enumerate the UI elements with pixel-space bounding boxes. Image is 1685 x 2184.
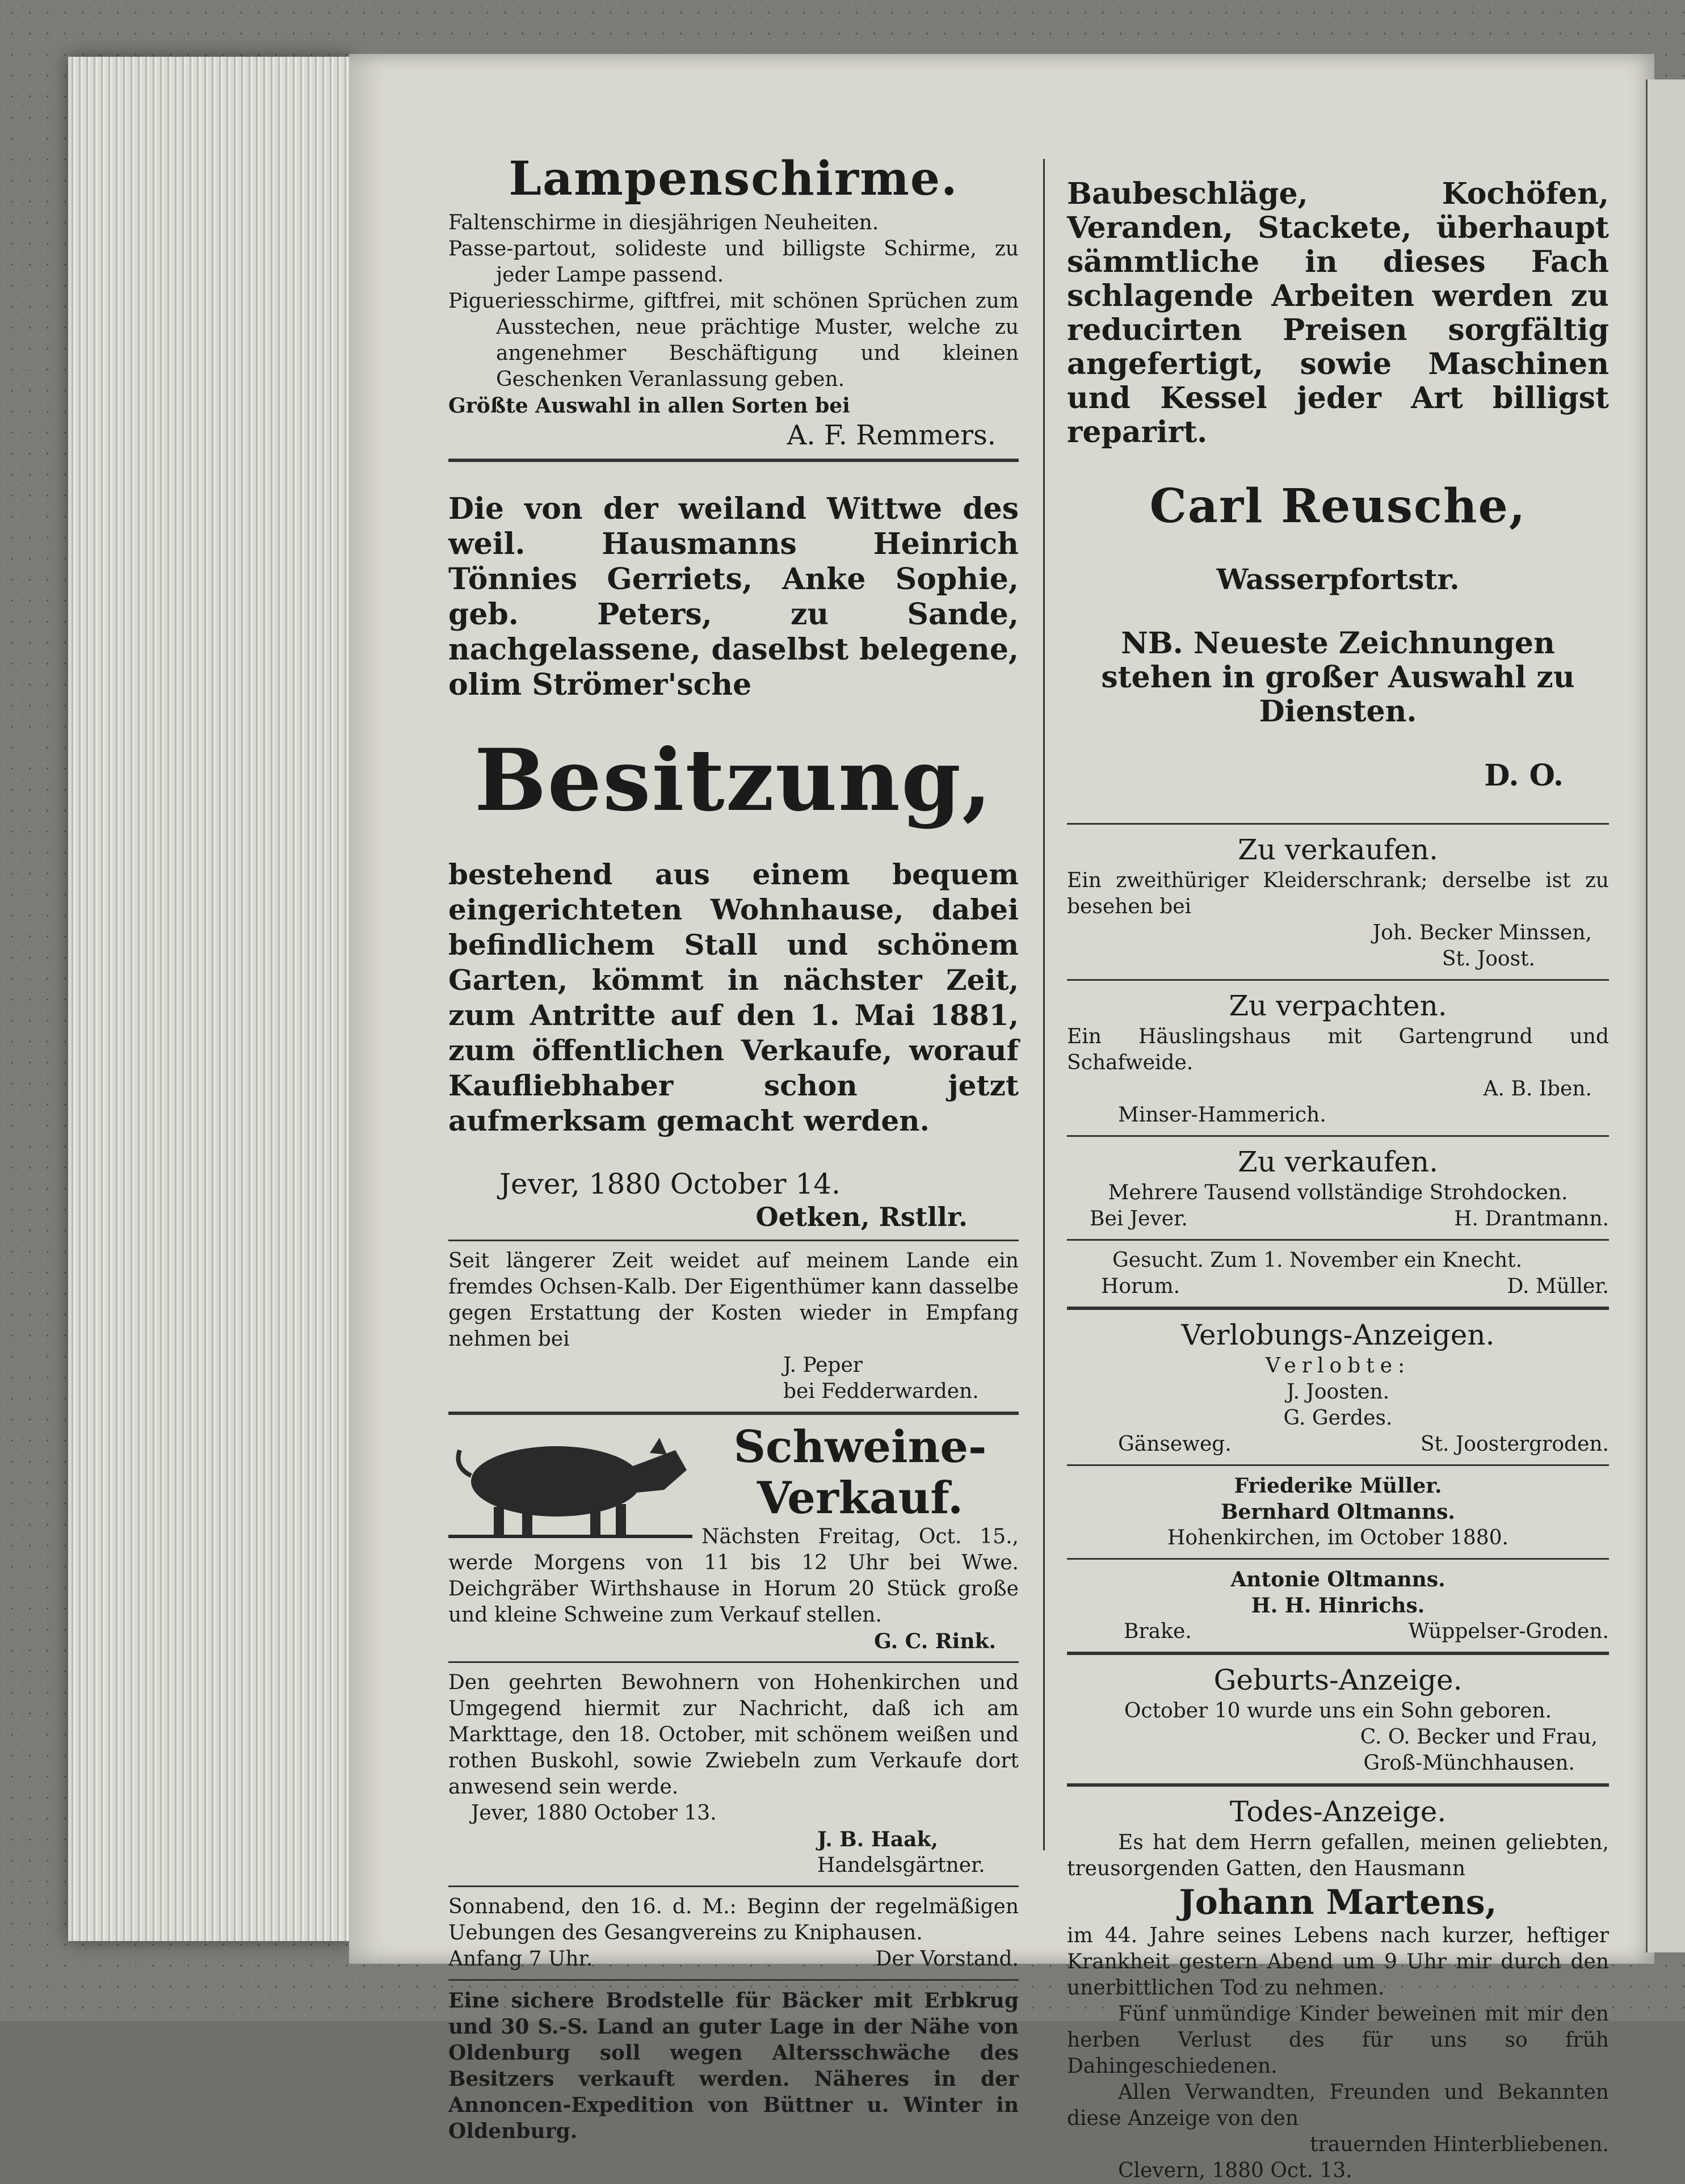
ad-footer [448, 1946, 1019, 1972]
ad-signature: St. Joost. [1442, 947, 1535, 971]
ad-todesanzeige [1067, 1794, 1609, 2184]
ad-signature: G. C. Rink. [874, 1629, 996, 1653]
ad-title: Besitzung, [474, 730, 993, 830]
ad-name: Antonie Oltmanns. [1230, 1568, 1446, 1591]
divider [1067, 823, 1609, 825]
ad-hohenkirchen [448, 1670, 1019, 1879]
ad-title: Todes-Anzeige. [1229, 1795, 1447, 1828]
ad-date: Jever, 1880 October 13. [471, 1801, 717, 1825]
ad-body: Seit längerer Zeit weidet auf meinem Lande ein fremdes Ochsen-Kalb. Der Eigenthümer kann dasselbe gegen Erstattung der Kosten wieder in Empfang nehmen bei [448, 1249, 1019, 1351]
ad-line: Faltenschirme in diesjährigen Neuheiten. [448, 211, 879, 234]
ad-date: Jever, 1880 October 14. [499, 1167, 841, 1200]
divider [1067, 1464, 1609, 1466]
divider [448, 1240, 1019, 1241]
ad-body: Ein zweithüriger Kleiderschrank; derselbe ist zu besehen bei [1067, 869, 1609, 918]
ad-ochsenkalb [448, 1248, 1019, 1405]
ad-signature: Groß-Münchhausen. [1363, 1752, 1575, 1775]
ad-title: Lampenschirme. [509, 152, 959, 206]
ad-zu-verkaufen-1 [1067, 831, 1609, 972]
ad-signature: A. F. Remmers. [787, 419, 996, 451]
ad-name: Friederike Müller. [1234, 1474, 1442, 1498]
ad-place: Horum. [1101, 1275, 1180, 1298]
ad-gesangverein [448, 1894, 1019, 1972]
divider [448, 1885, 1019, 1887]
left-column [448, 148, 1019, 2144]
ad-signature: Handelsgärtner. [817, 1854, 985, 1877]
ad-body: Nächsten Freitag, Oct. 15., werde Morgens von 11 bis 12 Uhr bei Wwe. Deichgräber Wirthshause in Horum 20 Stück große und kleine Schweine zum Verkauf stellen. [448, 1525, 1019, 1627]
ad-verlobung [1067, 1317, 1609, 1645]
page-edges [68, 57, 352, 1941]
ad-signature: C. O. Becker und Frau, [1360, 1725, 1598, 1749]
ad-name: Johann Martens, [1179, 1883, 1497, 1922]
ad-footer [1067, 1274, 1609, 1300]
ad-signature: Oetken, Rstllr. [755, 1202, 968, 1232]
column-rule [1043, 159, 1045, 1850]
ad-body: Fünf unmündige Kinder beweinen mit mir den herben Verlust des für uns so früh Dahingeschiedenen. [1067, 2002, 1609, 2078]
ad-line: Größte Auswahl in allen Sorten bei [448, 394, 850, 418]
ad-body: Baubeschläge, Kochöfen, Veranden, Stackete, überhaupt sämmtliche in dieses Fach schlagende Arbeiten werden zu reducirten Preisen sorgfältig angefertigt, sowie Maschinen und Kessel jeder Art billigst reparirt. [1067, 177, 1609, 450]
ad-place: Bei Jever. [1090, 1207, 1188, 1230]
ad-signature: J. B. Haak, [817, 1828, 938, 1851]
ad-signature: Der Vorstand. [875, 1947, 1019, 1971]
ad-body: Den geehrten Bewohnern von Hohenkirchen und Umgegend hiermit zur Nachricht, daß ich am Markttage, den 18. October, mit schönem weißen und rothen Buskohl, sowie Zwiebeln zum Verkaufe dort anwesend sein werde. [448, 1671, 1019, 1799]
ad-brodstelle [448, 1988, 1019, 2144]
divider [1067, 1239, 1609, 1241]
ad-body: im 44. Jahre seines Lebens nach kurzer, heftiger Krankheit gestern Abend um 9 Uhr mir durch den unerbittlichen Tod zu nehmen. [1067, 1924, 1609, 2000]
ad-schweine [448, 1422, 1019, 1654]
divider [1067, 1307, 1609, 1310]
ad-footer [1067, 1619, 1609, 1645]
ad-name: G. Gerdes. [1283, 1406, 1393, 1430]
ad-date: Clevern, 1880 Oct. 13. [1118, 2159, 1352, 2182]
ad-zu-verkaufen-2 [1067, 1144, 1609, 1232]
ad-signature: trauernden Hinterbliebenen. [1310, 2133, 1609, 2156]
ad-note: NB. Neueste Zeichnungen stehen in großer Auswahl zu Diensten. [1101, 626, 1575, 729]
ad-line: Passe-partout, solideste und billigste Schirme, zu jeder Lampe passend. [448, 237, 1019, 287]
ad-place: Gänseweg. [1118, 1433, 1232, 1456]
ad-name: Carl Reusche, [1149, 479, 1527, 534]
divider [448, 1661, 1019, 1663]
ad-signature: D. Müller. [1507, 1275, 1609, 1298]
ad-gesucht [1067, 1248, 1609, 1300]
divider [448, 1412, 1019, 1415]
ad-intro: Die von der weiland Wittwe des weil. Hausmanns Heinrich Tönnies Gerriets, Anke Sophie, geb. Peters, zu Sande, nachgelassene, daselbst belegene, olim Strömer'sche [448, 492, 1019, 702]
ad-place: Minser-Hammerich. [1118, 1103, 1326, 1127]
ad-title: Zu verpachten. [1229, 989, 1447, 1022]
ad-title: Geburts-Anzeige. [1213, 1664, 1463, 1696]
divider [1067, 1558, 1609, 1560]
ad-body: Gesucht. Zum 1. November ein Knecht. [1112, 1249, 1523, 1272]
ad-body: Eine sichere Brodstelle für Bäcker mit Erbkrug und 30 S.-S. Land an guter Lage in der Nähe von Oldenburg soll wegen Altersschwäche des Besitzers verkauft werden. Näheres in der Annoncen-Expedition von Büttner u. Winter in Oldenburg. [448, 1989, 1019, 2143]
ad-body: Sonnabend, den 16. d. M.: Beginn der regelmäßigen Uebungen des Gesangvereins zu Kniphausen. [448, 1895, 1019, 1944]
ad-name: Bernhard Oltmanns. [1221, 1500, 1455, 1524]
ad-body: Ein Häuslingshaus mit Gartengrund und Schafweide. [1067, 1025, 1609, 1074]
ad-title: Zu verkaufen. [1237, 833, 1439, 866]
ad-initials: D. O. [1484, 758, 1564, 793]
ad-name: J. Joosten. [1286, 1380, 1390, 1404]
ad-name: H. H. Hinrichs. [1251, 1594, 1425, 1618]
right-column [1067, 148, 1609, 2184]
ad-title: Zu verkaufen. [1237, 1145, 1439, 1178]
ad-signature: H. Drantmann. [1454, 1207, 1609, 1230]
ad-title: Schweine-Verkauf. [733, 1421, 987, 1524]
ad-line: Pigueriesschirme, giftfrei, mit schönen Sprüchen zum Ausstechen, neue prächtige Muster, welche zu angenehmer Beschäftigung und kleinen Geschenken Veranlassung geben. [448, 289, 1019, 391]
ad-signature: J. Peper [783, 1354, 863, 1377]
ad-place: St. Joostergroden. [1420, 1433, 1609, 1456]
ad-place: Wüppelser-Groden. [1408, 1620, 1609, 1643]
divider [1067, 979, 1609, 981]
ad-body: October 10 wurde uns ein Sohn geboren. [1124, 1699, 1552, 1723]
ad-signature: A. B. Iben. [1483, 1077, 1592, 1101]
ad-label: Verlobte: [1265, 1354, 1411, 1377]
ad-signature: bei Fedderwarden. [783, 1380, 979, 1403]
ad-place: Brake. [1124, 1620, 1192, 1643]
divider [1067, 1135, 1609, 1137]
ad-reusche [1067, 177, 1609, 793]
divider [448, 459, 1019, 462]
ad-time: Anfang 7 Uhr. [448, 1947, 593, 1971]
ad-address: Wasserpfortstr. [1216, 562, 1460, 596]
ad-besitzung [448, 492, 1019, 1233]
pig-illustration [448, 1427, 692, 1541]
ad-body: bestehend aus einem bequem eingerichteten Wohnhause, dabei befindlichem Stall und schönem Garten, kömmt in nächster Zeit, zum Antritte auf den 1. Mai 1881, zum öffentlichen Verkaufe, worauf Kaufliebhaber schon jetzt aufmerksam gemacht werden. [448, 858, 1019, 1137]
divider [1067, 1783, 1609, 1787]
divider [1067, 1652, 1609, 1655]
ad-footer [1067, 1206, 1609, 1232]
ad-signature: Joh. Becker Minssen, [1372, 921, 1592, 944]
divider [448, 1979, 1019, 1981]
ad-place: Hohenkirchen, im October 1880. [1167, 1526, 1508, 1549]
ad-body: Mehrere Tausend vollständige Strohdocken. [1108, 1181, 1568, 1204]
ad-footer [1067, 1431, 1609, 1458]
ad-title: Verlobungs-Anzeigen. [1181, 1318, 1495, 1351]
ad-geburt [1067, 1662, 1609, 1776]
ad-zu-verpachten [1067, 988, 1609, 1128]
ad-body: Es hat dem Herrn gefallen, meinen geliebten, treusorgenden Gatten, den Hausmann [1067, 1831, 1609, 1880]
ad-body: Allen Verwandten, Freunden und Bekannten diese Anzeige von den [1067, 2081, 1609, 2130]
ad-lampenschirme [448, 148, 1019, 452]
next-page-edge [1646, 79, 1685, 1952]
